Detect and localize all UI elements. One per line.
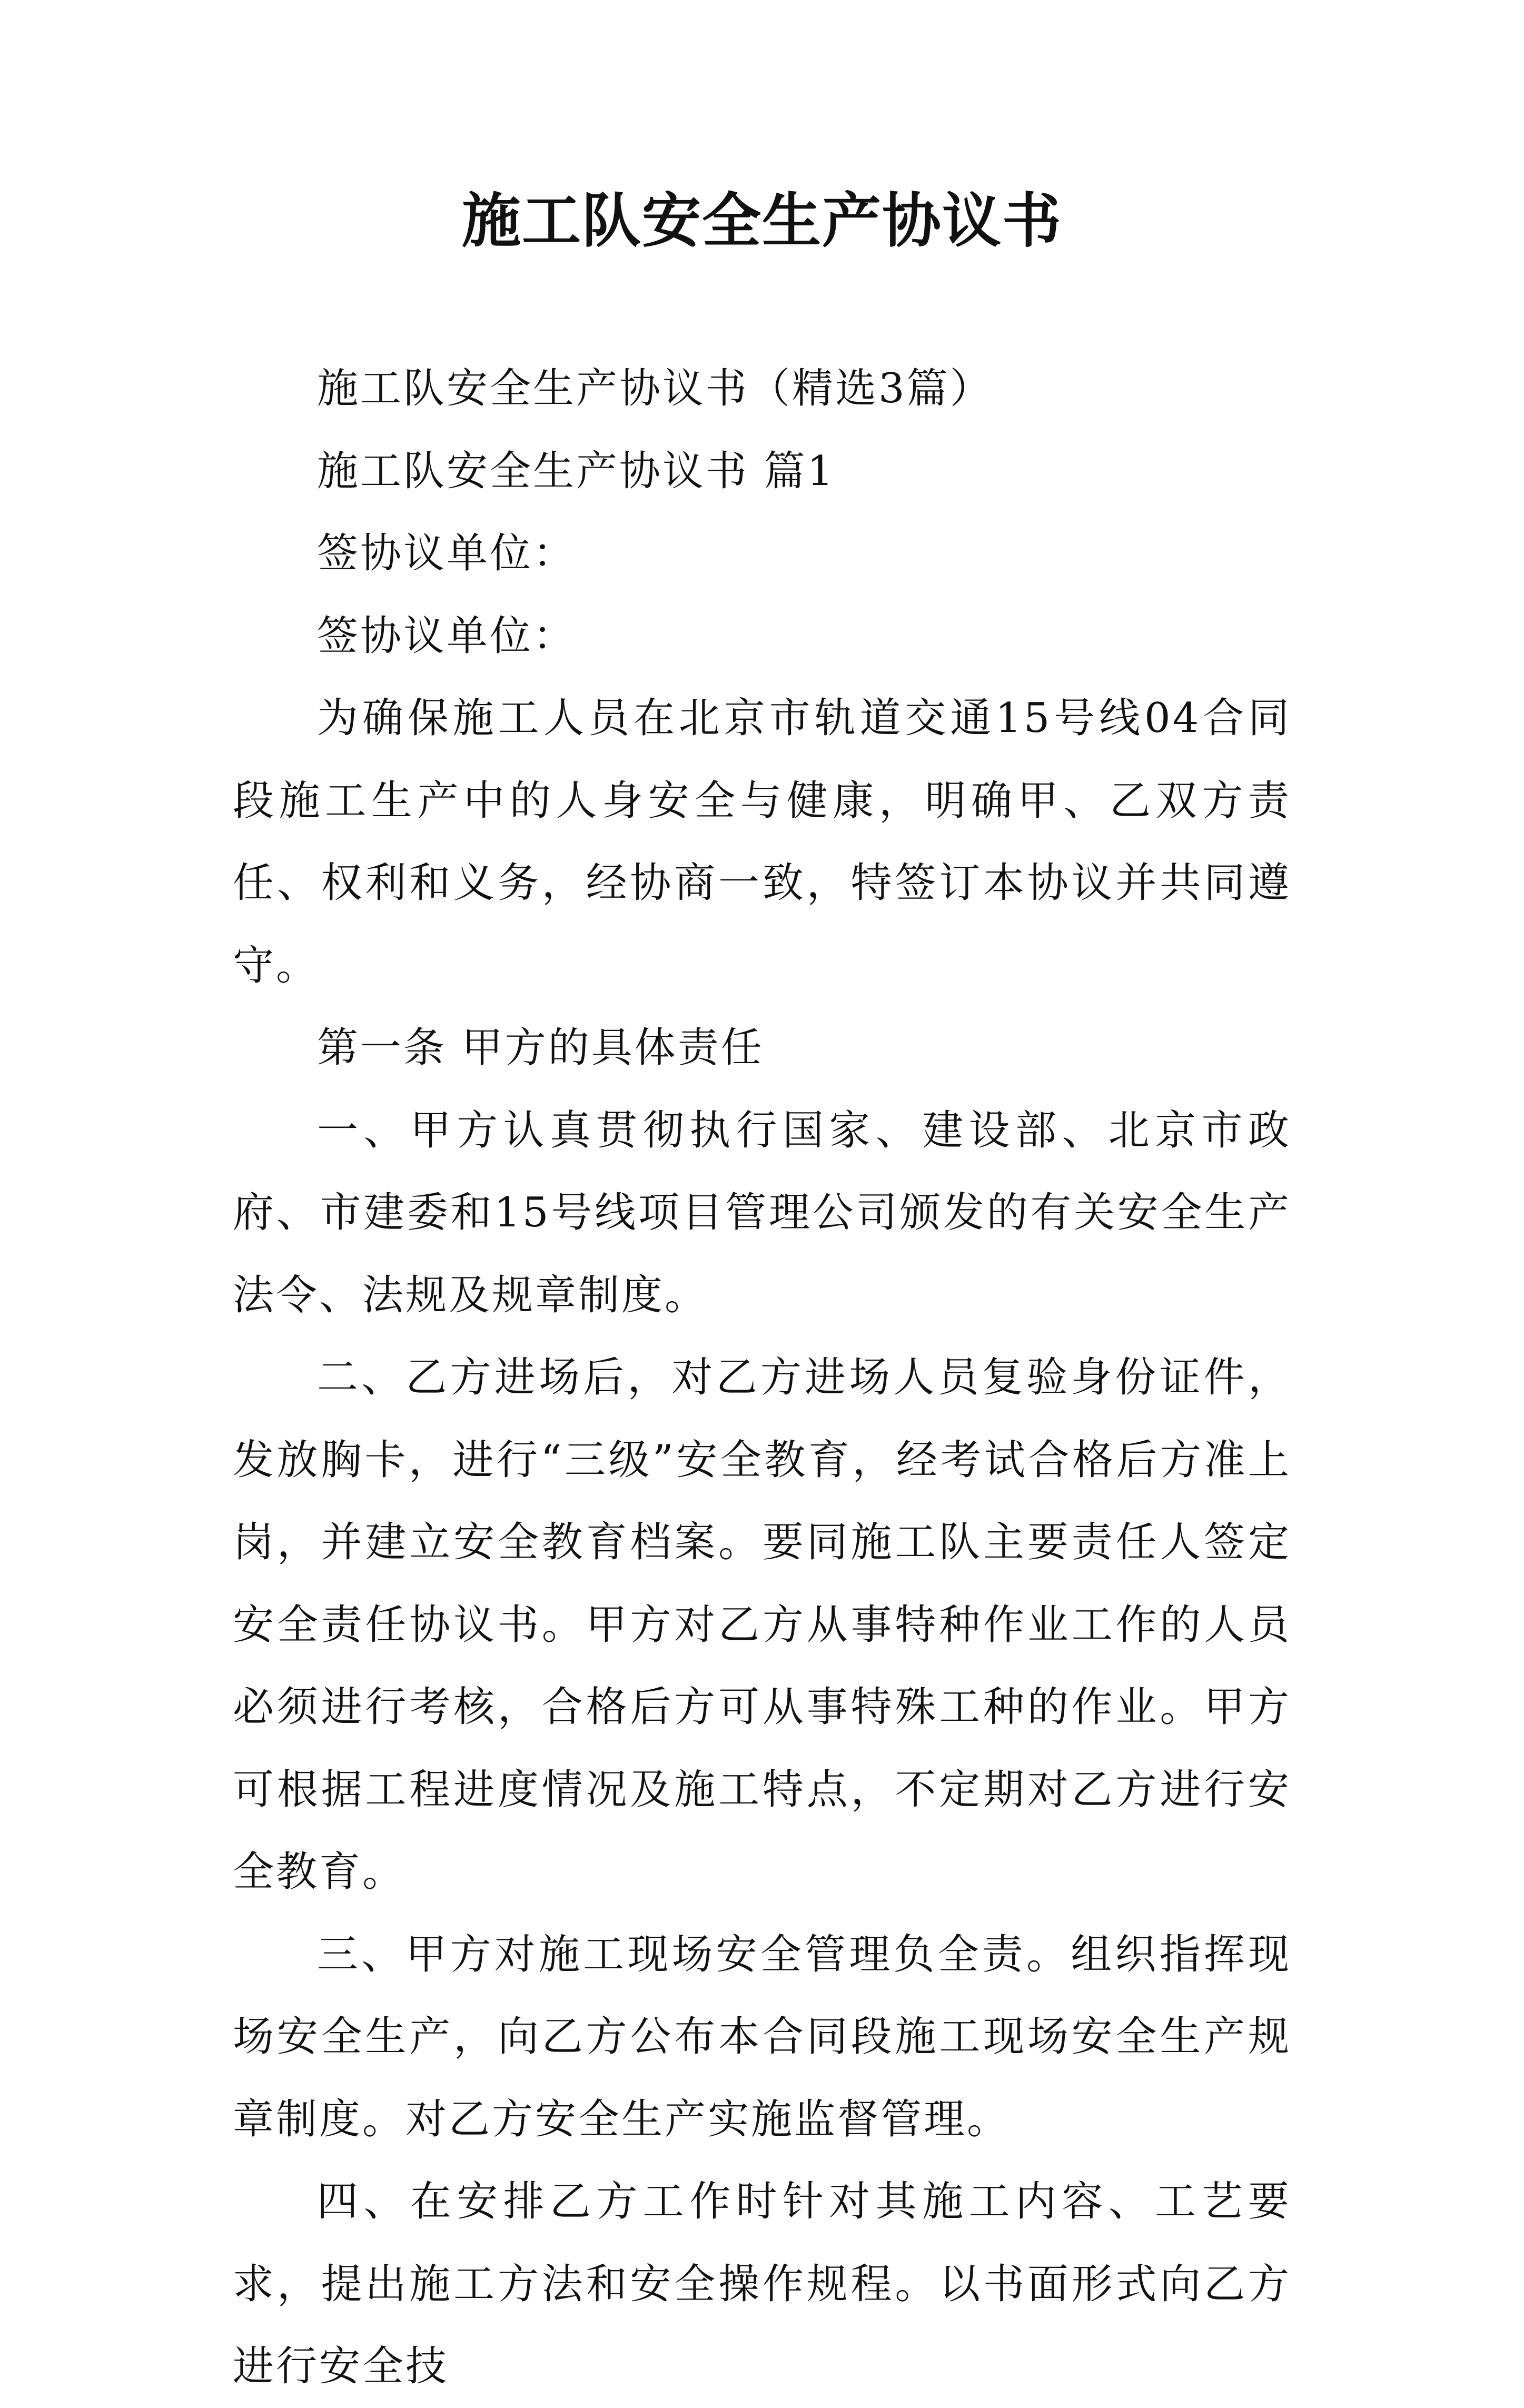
signing-party-line: 签协议单位： xyxy=(317,612,577,660)
document-body xyxy=(233,348,1291,2408)
signing-party-line: 签协议单位： xyxy=(317,530,577,577)
clause-paragraph: 四、在安排乙方工作时针对其施工内容、工艺要求，提出施工方法和安全操作规程。以书面形式向乙方进行安全技 xyxy=(233,2178,1291,2390)
clause-paragraph: 二、乙方进场后，对乙方进场人员复验身份证件，发放胸卡，进行“三级”安全教育，经考试合格后方准上岗，并建立安全教育档案。要同施工队主要责任人签定安全责任协议书。甲方对乙方从事特种作业工作的人员必须进行考核，合格后方可从事特殊工种的作业。甲方可根据工程进度情况及施工特点，不定期对乙方进行安全教育。 xyxy=(233,1354,1291,1896)
article-heading: 第一条 甲方的具体责任 xyxy=(317,1024,764,1072)
document-title: 施工队安全生产协议书 xyxy=(462,186,1062,255)
subtitle-paragraph: 施工队安全生产协议书（精选3篇） xyxy=(317,365,993,412)
section-heading: 施工队安全生产协议书 篇1 xyxy=(317,447,836,495)
clause-paragraph: 三、甲方对施工现场安全管理负全责。组织指挥现场安全生产，向乙方公布本合同段施工现场安全生产规章制度。对乙方安全生产实施监督管理。 xyxy=(233,1930,1291,2143)
clause-paragraph: 一、甲方认真贯彻执行国家、建设部、北京市政府、市建委和15号线项目管理公司颁发的有关安全生产法令、法规及规章制度。 xyxy=(233,1106,1291,1319)
intro-paragraph: 为确保施工人员在北京市轨道交通15号线04合同段施工生产中的人身安全与健康，明确甲、乙双方责任、权利和义务，经协商一致，特签订本协议并共同遵守。 xyxy=(233,695,1291,989)
